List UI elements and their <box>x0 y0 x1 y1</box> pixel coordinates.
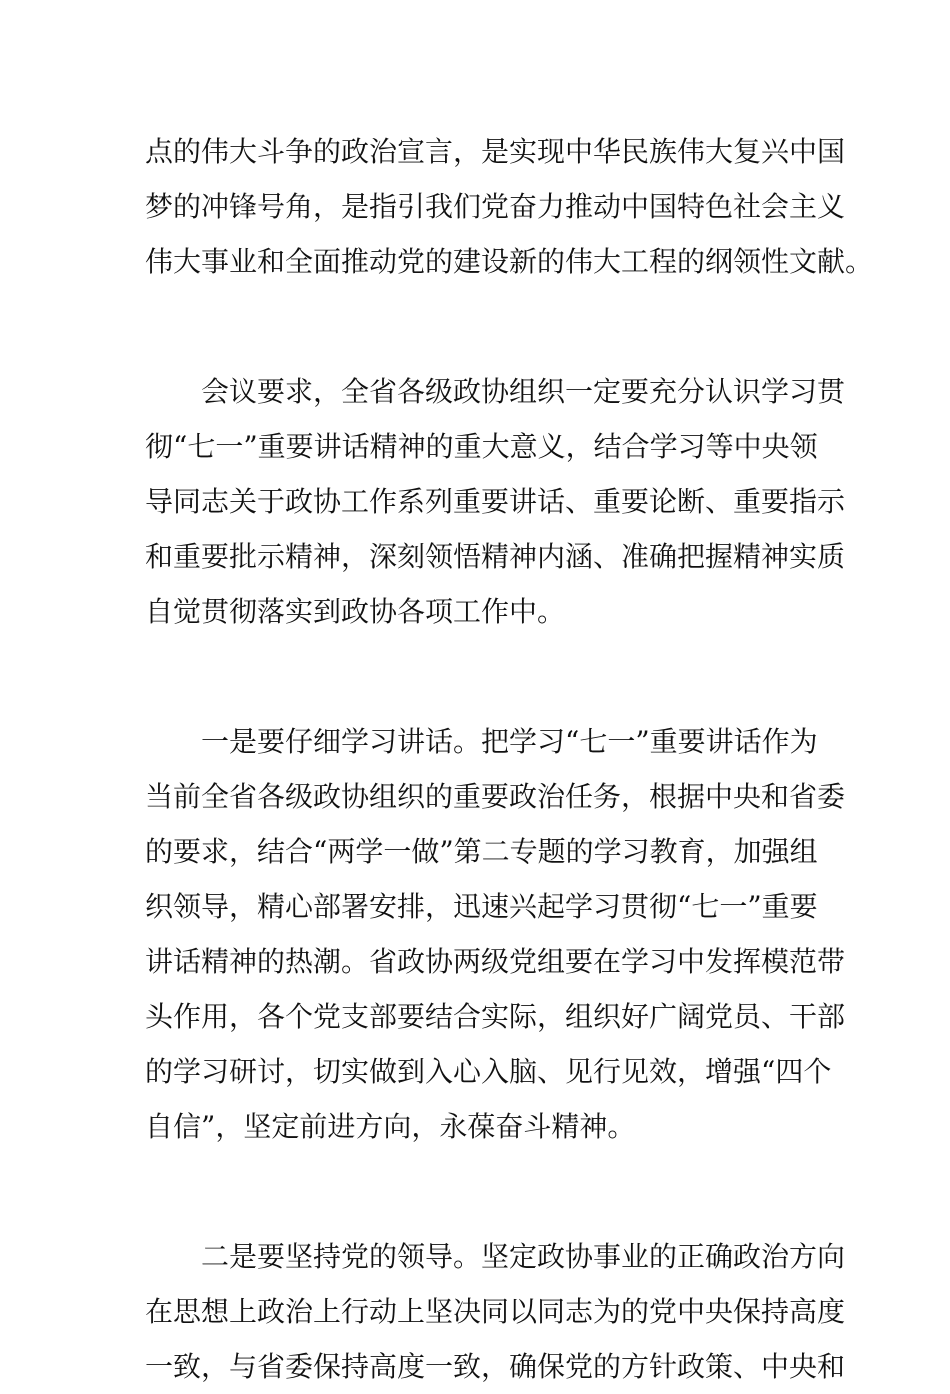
paragraph-2 <box>145 364 846 639</box>
paragraph-gap <box>145 289 807 364</box>
paragraph-gap <box>145 1154 807 1229</box>
text-line: 在思想上政治上行动上坚决同以同志为的党中央保持高度 <box>145 1295 846 1328</box>
document-body <box>145 124 874 1394</box>
text-line: 会议要求，全省各级政协组织一定要充分认识学习贯 <box>201 375 846 408</box>
text-line: 一致，与省委保持高度一致，确保党的方针政策、中央和 <box>145 1350 846 1383</box>
paragraph-3 <box>145 714 846 1154</box>
text-line: 二是要坚持党的领导。坚定政协事业的正确政治方向 <box>201 1240 846 1273</box>
text-line: 的学习研讨，切实做到入心入脑、见行见效，增强“四个 <box>145 1055 832 1088</box>
text-line: 自觉贯彻落实到政协各项工作中。 <box>145 595 566 628</box>
text-line: 伟大事业和全面推动党的建设新的伟大工程的纲领性文献。 <box>145 245 874 278</box>
text-line: 当前全省各级政协组织的重要政治任务，根据中央和省委 <box>145 780 846 813</box>
text-line: 彻“七一”重要讲话精神的重大意义，结合学习等中央领 <box>145 430 818 463</box>
paragraph-4 <box>145 1229 846 1394</box>
text-line: 头作用，各个党支部要结合实际，组织好广阔党员、干部 <box>145 1000 846 1033</box>
text-line: 一是要仔细学习讲话。把学习“七一”重要讲话作为 <box>201 725 818 758</box>
text-line: 织领导，精心部署安排，迅速兴起学习贯彻“七一”重要 <box>145 890 818 923</box>
text-line: 梦的冲锋号角，是指引我们党奋力推动中国特色社会主义 <box>145 190 846 223</box>
paragraph-gap <box>145 639 807 714</box>
text-line: 和重要批示精神，深刻领悟精神内涵、准确把握精神实质 <box>145 540 846 573</box>
text-line: 点的伟大斗争的政治宣言，是实现中华民族伟大复兴中国 <box>145 135 846 168</box>
text-line: 导同志关于政协工作系列重要讲话、重要论断、重要指示 <box>145 485 846 518</box>
text-line: 的要求，结合“两学一做”第二专题的学习教育，加强组 <box>145 835 818 868</box>
text-line: 讲话精神的热潮。省政协两级党组要在学习中发挥模范带 <box>145 945 846 978</box>
paragraph-1 <box>145 124 874 289</box>
text-line: 自信”，坚定前进方向，永葆奋斗精神。 <box>145 1110 636 1143</box>
